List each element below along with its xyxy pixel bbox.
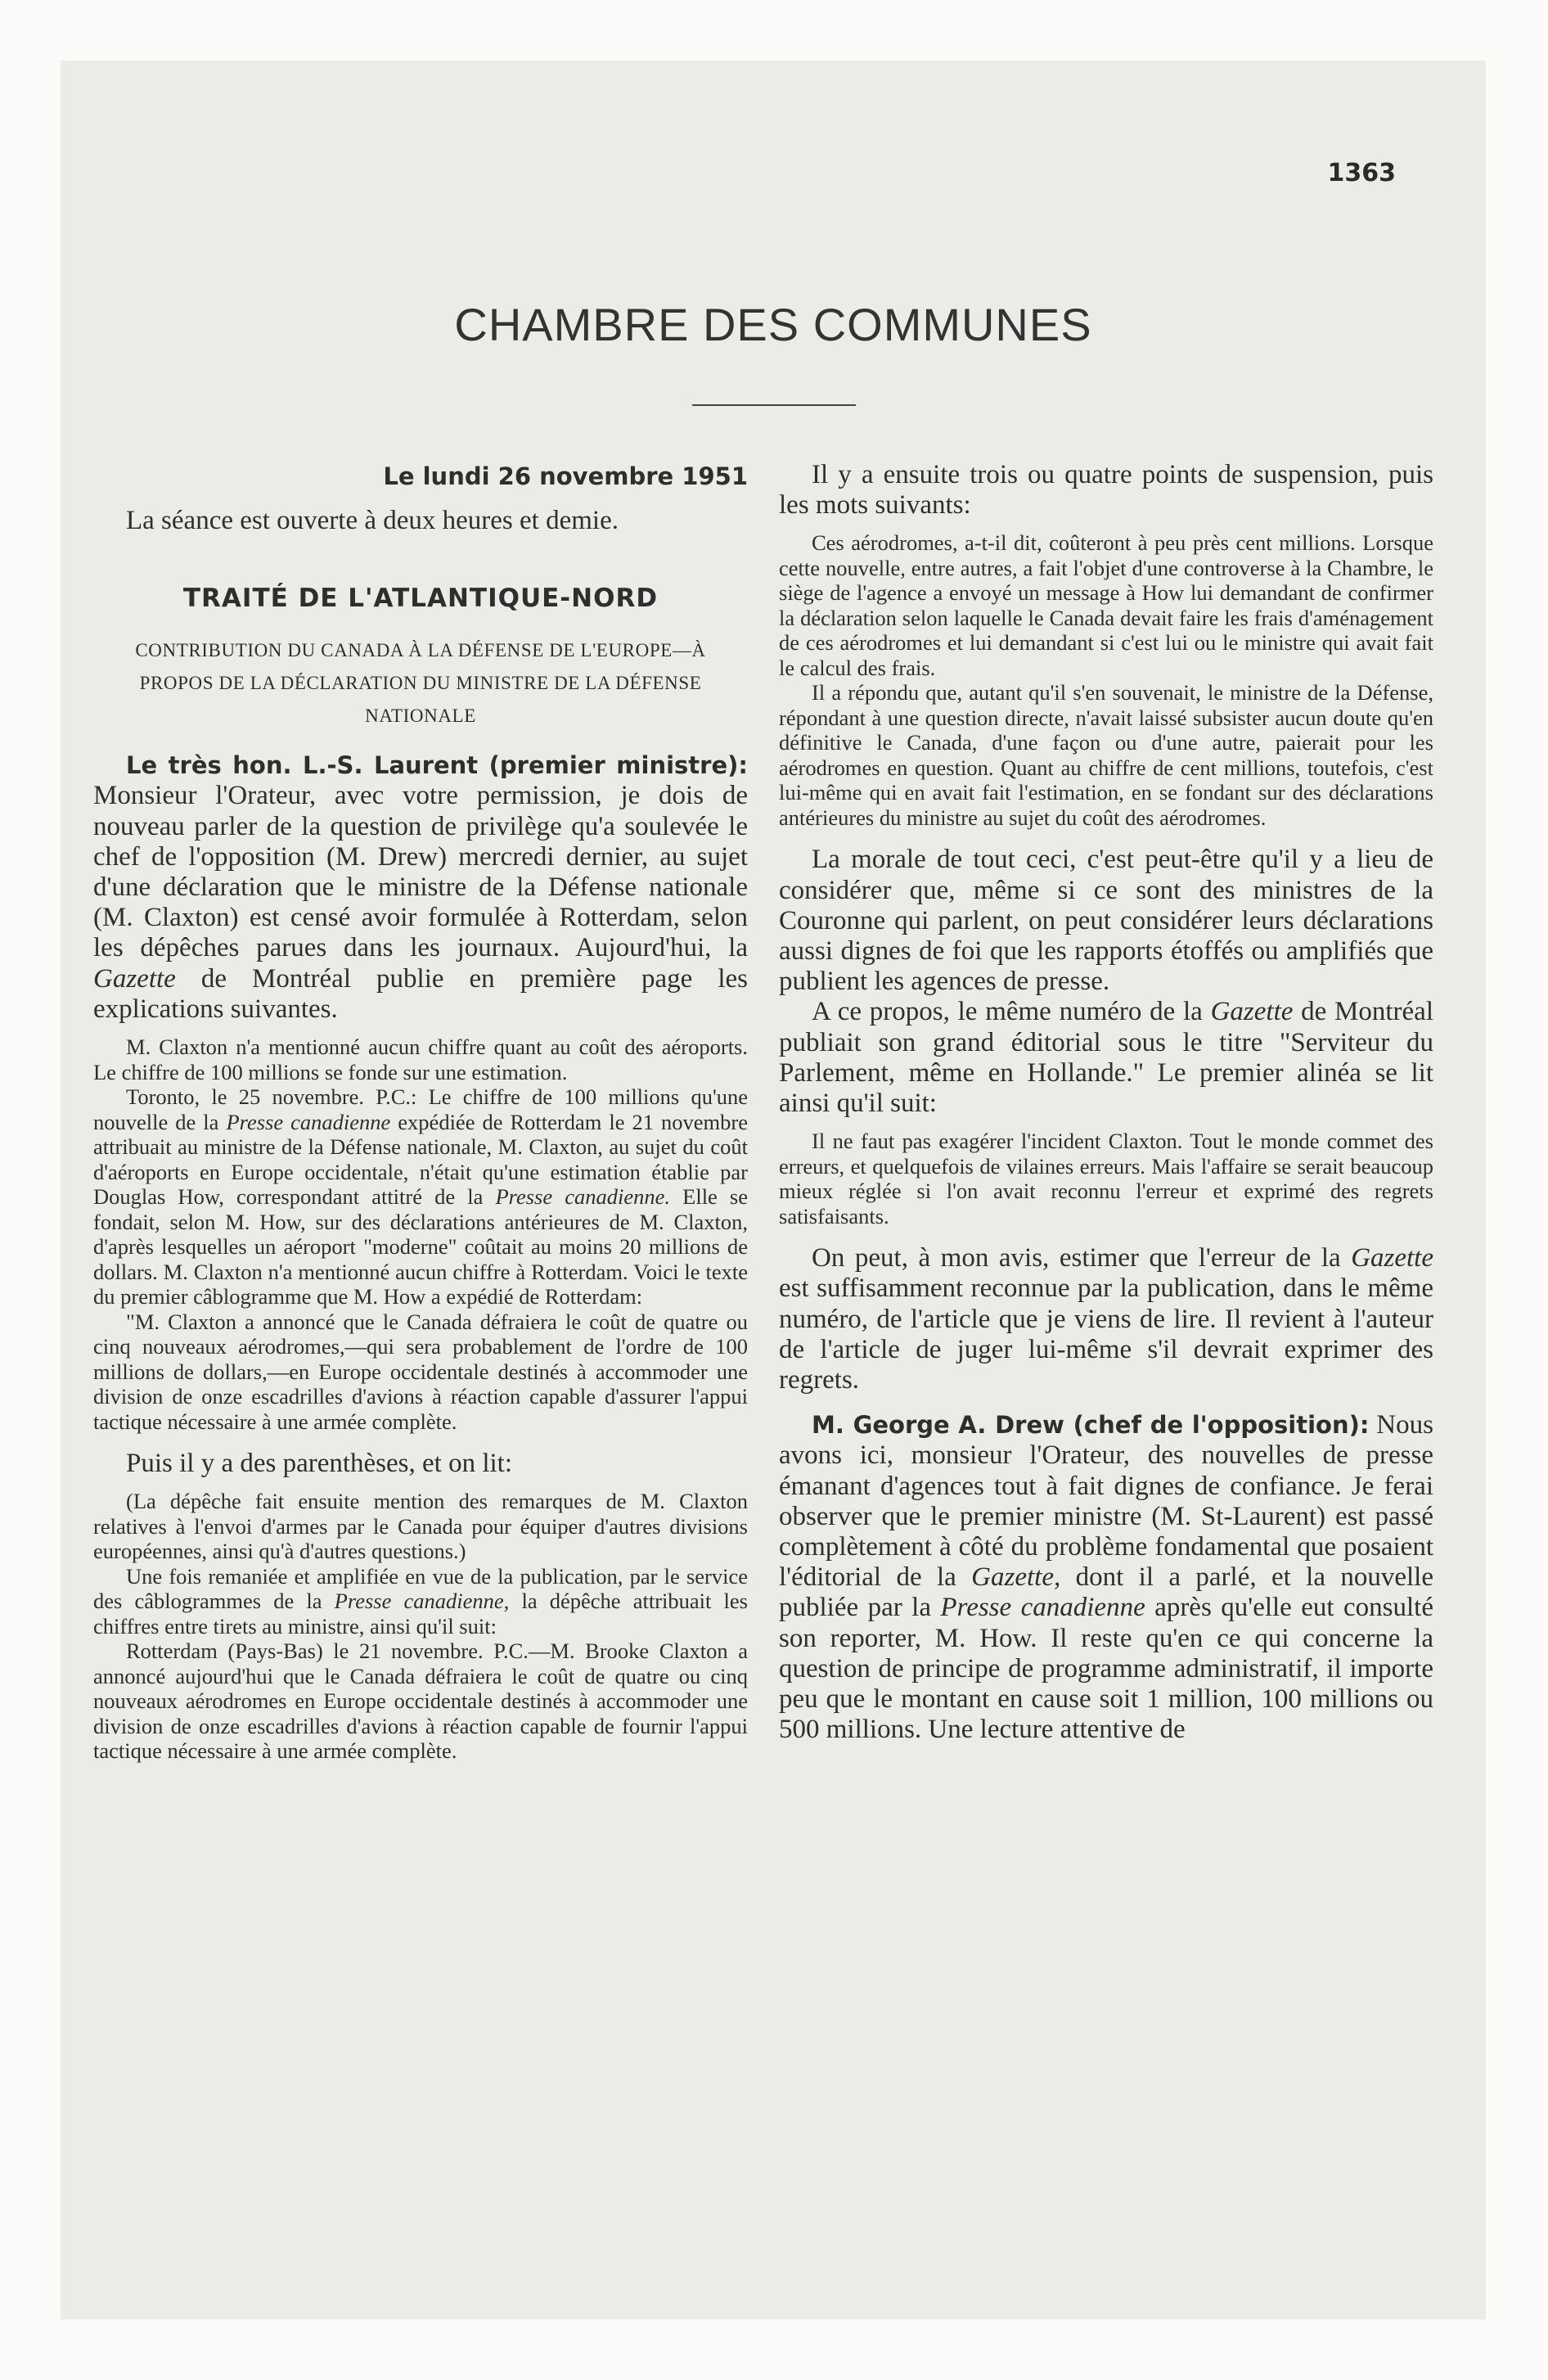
quoted-paragraph: Il ne faut pas exagérer l'incident Claxton. Tout le monde commet des erreurs, et quelquefois de vilaines erreurs. Mais l'affaire se serait beaucoup mieux réglée si l'on avait reconnu l'erreur et exprimé des regrets satisfaisants. — [779, 1129, 1433, 1228]
opening-paragraph: La séance est ouverte à deux heures et demie. — [126, 506, 619, 535]
left-column — [93, 460, 748, 2220]
quoted-paragraph: M. Claxton n'a mentionné aucun chiffre quant au coût des aéroports. Le chiffre de 100 millions se fonde sur une estimation. — [93, 1034, 748, 1084]
speech-paragraph: Le très hon. L.-S. Laurent (premier ministre): Monsieur l'Orateur, avec votre permission, je dois de nouveau parler de la question de privilège qu'a soulevée le chef de l'opposition (M. Drew) mercredi dernier, au sujet d'une déclaration que le ministre de la Défense nationale (M. Claxton) est censé avoir formulée à Rotterdam, selon les dépêches parues dans les journaux. Aujourd'hui, la Gazette de Montréal publie en première page les explications suivantes. — [93, 751, 748, 1024]
speech-paragraph: Puis il y a des parenthèses, et on lit: — [126, 1449, 513, 1479]
quoted-paragraph: Rotterdam (Pays-Bas) le 21 novembre. P.C.—M. Brooke Claxton a annoncé aujourd'hui que le Canada défraiera le coût de quatre ou cinq nouveaux aérodromes en Europe occidentale destinés à accommoder une division de onze escadrilles d'avions à réaction capable de fournir l'appui tactique nécessaire à une armée complète. — [93, 1639, 748, 1764]
quoted-paragraph: (La dépêche fait ensuite mention des remarques de M. Claxton relatives à l'envoi d'armes par le Canada pour équiper d'autres divisions européennes, ainsi qu'à d'autres questions.) — [93, 1489, 748, 1564]
page-title: CHAMBRE DES COMMUNES — [454, 299, 1092, 350]
newspaper-name: Gazette, — [971, 1562, 1061, 1593]
speaker-name: Le très hon. L.-S. Laurent (premier ministre): — [126, 751, 748, 780]
agency-name: Presse canadienne. — [495, 1184, 671, 1210]
quoted-paragraph: Il a répondu que, autant qu'il s'en souvenait, le ministre de la Défense, répondant à une question directe, n'avait laissé subsister aucun doute qu'en définitive le Canada, d'une façon ou d'une autre, paierait pour les aérodromes en question. Quant au chiffre de cent millions, toutefois, c'est lui-même qui en avait fait l'estimation, en se fondant sur des déclarations antérieures du ministre au sujet du coût des aérodromes. — [779, 680, 1433, 830]
newspaper-name: Gazette — [1351, 1243, 1433, 1273]
speech-paragraph: La morale de tout ceci, c'est peut-être qu'il y a lieu de considérer que, même si ce sont des ministres de la Couronne qui parlent, on peut considérer leurs déclarations aussi dignes de foi que les rapports étoffés ou amplifiés que publient les agences de presse. — [779, 845, 1433, 997]
agency-name: Presse canadienne, — [334, 1589, 510, 1614]
page-number: 1363 — [1327, 159, 1396, 187]
right-column — [779, 460, 1433, 2220]
sitting-date: Le lundi 26 novembre 1951 — [383, 462, 748, 490]
section-subheading: CONTRIBUTION DU CANADA À LA DÉFENSE DE L'EUROPE—À PROPOS DE LA DÉCLARATION DU MINISTRE DE LA DÉFENSE NATIONALE — [135, 640, 706, 727]
speech-paragraph: A ce propos, le même numéro de la Gazette de Montréal publiait son grand éditorial sous le titre "Serviteur du Parlement, même en Hollande." Le premier alinéa se lit ainsi qu'il suit: — [779, 997, 1433, 1119]
quoted-paragraph: Une fois remaniée et amplifiée en vue de la publication, par le service des câblogrammes de la Presse canadienne, la dépêche attribuait les chiffres entre tirets au ministre, ainsi qu'il suit: — [93, 1563, 748, 1639]
section-heading: TRAITÉ DE L'ATLANTIQUE-NORD — [182, 584, 659, 614]
quoted-paragraph: Ces aérodromes, a-t-il dit, coûteront à peu près cent millions. Lorsque cette nouvelle, entre autres, a fait l'objet d'une controverse à la Chambre, le siège de l'agence a envoyé un message à How lui demandant de confirmer la déclaration selon laquelle le Canada devait faire les frais d'aménagement de ces aérodromes et lui demandant si c'est lui ou le ministre qui avait fait le calcul des frais. — [779, 530, 1433, 680]
speech-paragraph: M. George A. Drew (chef de l'opposition): Nous avons ici, monsieur l'Orateur, des nouvelles de presse émanant d'agences tout à fait dignes de confiance. Je ferai observer que le premier ministre (M. St-Laurent) est passé complètement à côté du problème fondamental que posaient l'éditorial de la Gazette, dont il a parlé, et la nouvelle publiée par la Presse canadienne après qu'elle eut consulté son reporter, M. How. Il reste qu'en ce qui concerne la question de principe de programme administratif, il importe peu que le montant en cause soit 1 million, 100 millions ou 500 millions. Une lecture attentive de — [779, 1410, 1433, 1745]
speech-paragraph: Il y a ensuite trois ou quatre points de suspension, puis les mots suivants: — [779, 460, 1433, 521]
agency-name: Presse canadienne — [226, 1109, 391, 1134]
newspaper-name: Gazette — [1210, 997, 1294, 1027]
agency-name: Presse canadienne — [940, 1593, 1145, 1623]
document-page — [61, 61, 1486, 2319]
quoted-paragraph: Toronto, le 25 novembre. P.C.: Le chiffre de 100 millions qu'une nouvelle de la Presse canadienne expédiée de Rotterdam le 21 novembre attribuait au ministre de la Défense nationale, M. Claxton, au sujet du coût d'aéroports en Europe occidentale, n'était qu'une estimation établie par Douglas How, correspondant attitré de la Presse canadienne. Elle se fondait, selon M. How, sur des déclarations antérieures de M. Claxton, d'après lesquelles un aéroport "moderne" coûtait au moins 20 millions de dollars. M. Claxton n'a mentionné aucun chiffre à Rotterdam. Voici le texte du premier câblogramme que M. How a expédié de Rotterdam: — [93, 1084, 748, 1309]
speech-paragraph: On peut, à mon avis, estimer que l'erreur de la Gazette est suffisamment reconnue par la publication, dans le même numéro, de l'article que je viens de lire. Il revient à l'auteur de l'article de juger lui-même s'il devrait exprimer des regrets. — [779, 1243, 1433, 1395]
quoted-paragraph: "M. Claxton a annoncé que le Canada défraiera le coût de quatre ou cinq nouveaux aérodromes,—qui sera probablement de l'ordre de 100 millions de dollars,—en Europe occidentale destinés à accommoder une division de onze escadrilles d'avions à réaction capable d'assurer l'appui tactique nécessaire à une armée complète. — [93, 1309, 748, 1434]
title-divider — [692, 404, 856, 406]
speaker-name: M. George A. Drew (chef de l'opposition): — [812, 1411, 1370, 1440]
newspaper-name: Gazette — [93, 963, 176, 994]
